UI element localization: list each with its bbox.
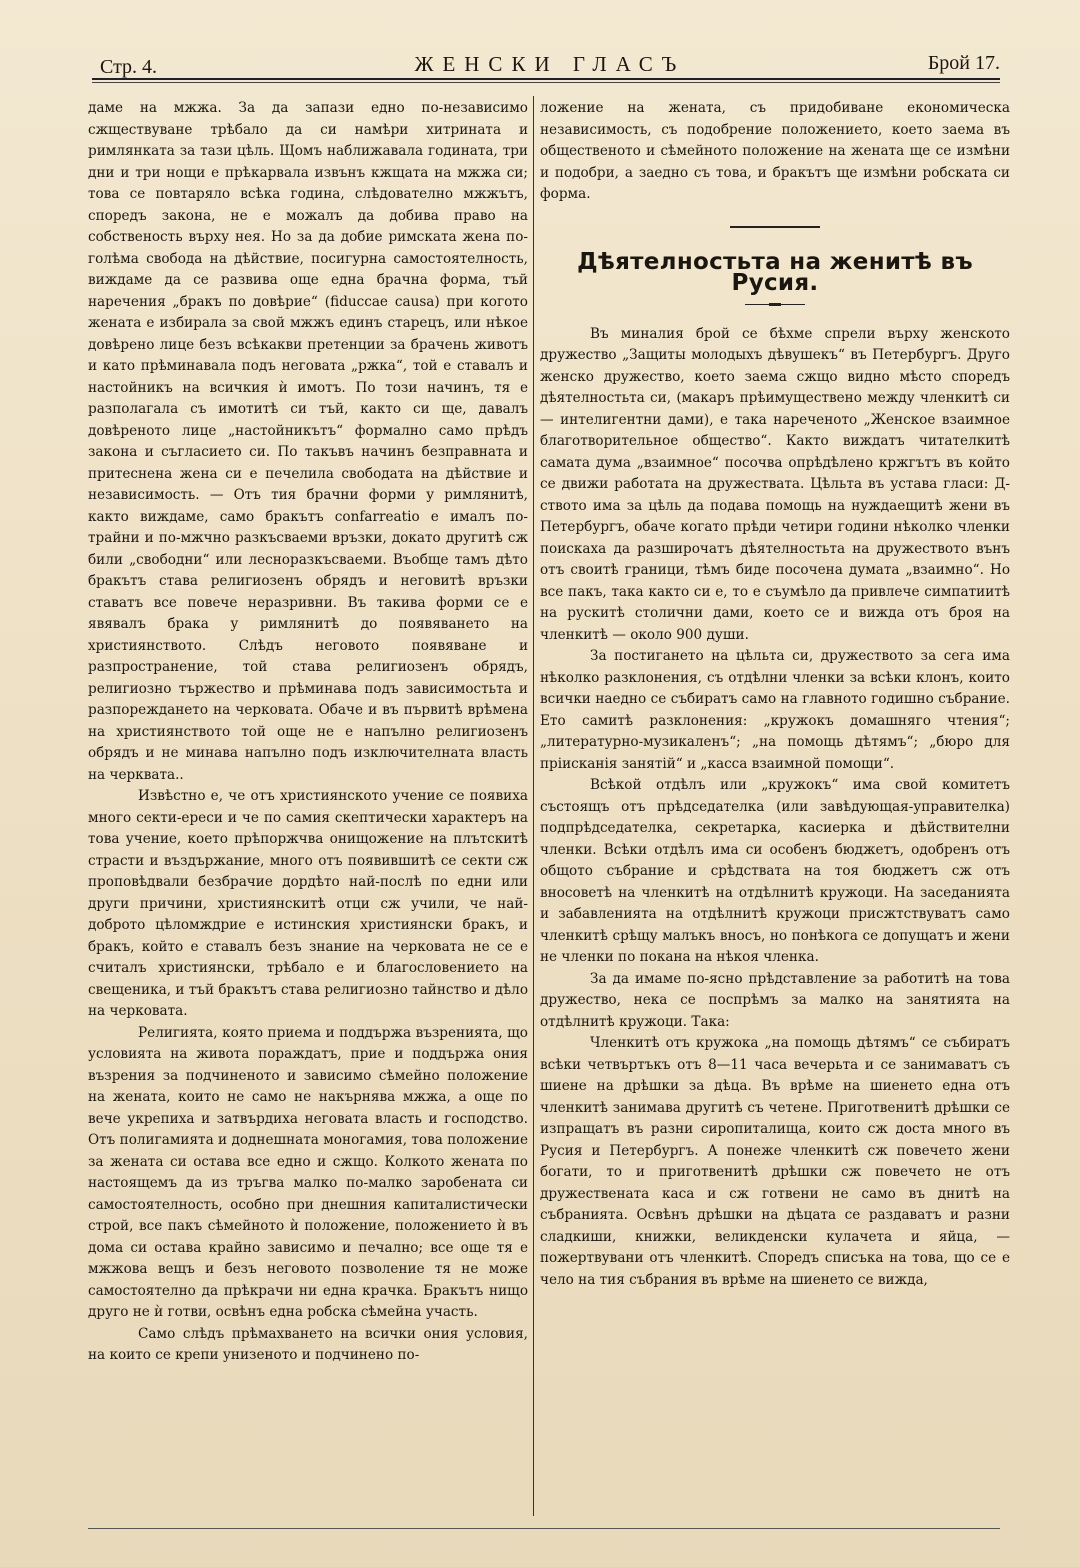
article-title: Дѣятелностьта на женитѣ въ Русия. [577,248,973,296]
page-header [100,52,1000,80]
header-rule [92,78,1000,80]
right-intro-paragraph: ложение на жената, съ придобиване економическа независимость, съ подобрение положението, което заема въ общественото и сѣмейното положение на жената ще се измѣни и подобри, а заедно съ това, и бракътъ ще измѣни робската си форма. [540,100,1010,202]
bottom-rule [88,1528,1000,1529]
right-column [540,98,1010,1291]
column-divider [533,96,534,1516]
page-number: Стр. 4. [100,56,158,78]
left-paragraph-2: Извѣстно е, че отъ християнското учение се появиха много секти-ереси и че по самия скептически характеръ на това учение, което прѣпоржчва онищожение на плътскитѣ страсти и въздържание, много отъ появившитѣ се секти сж проповѣдвали безбрачие дордѣто най-послѣ по едни или други причини, християнскитѣ отци сж учили, че най-доброто цѣломждрие е истинския християнски бракъ, и бракъ, който е ставалъ безъ знание на черковата не се е считалъ християнски, трѣбало е и благословението на свещеника, и тъй бракътъ става религиозно тайнство и дѣло на черковата. [88,788,528,1019]
right-paragraph-5: Членкитѣ отъ кружока „на помощь дѣтямъ“ се събиратъ всѣки четвъртъкъ отъ 8—11 часа вечерьта и се занимаватъ съ шиене на дрѣшки за дѣца. Въ врѣме на шиенето една отъ членкитѣ занимава другитѣ съ четене. Приготвенитѣ дрѣшки се изпращатъ въ разни сиропиталища, които сж доста много въ Русия и Петербургъ. А понеже членкитѣ сж повечето жени богати, то и приготвенитѣ дрѣшки сж повечето не отъ дружествената каса и сж готвени не само въ днитѣ на събранията. Освѣнъ дрѣшки на дѣцата се раздаватъ и разни сладкиши, книжки, великденски кулачета и яйца, — пожертвувани отъ членкитѣ. Споредъ списъка на това, що се е чело на тия събрания въ врѣме на шиенето се вижда, [540,1035,1010,1288]
masthead-title: ЖЕНСКИ ГЛАСЪ [414,52,686,76]
title-ornament [745,303,805,306]
left-paragraph-3: Религията, която приема и поддържа възренията, що условията на живота пораждатъ, прие и поддържа ония възрения за подчиненото и зависимо сѣмейно положение на жената, които не само не накърнява мжжа, а още по вече укрепиха и затвърдиха неговата власть и господство. Отъ полигамията и доднешната моногамия, това положение за жената си остава все едно и сжщо. Колкото жената по настоящемъ да из тръгва малко по-малко заробената си самостоятелность, особно при днешния капиталистически строй, все пакъ сѣмейното ѝ положение, положението ѝ въ дома си остава крайно зависимо и печално; все още тя е мжжова вещъ и безъ неговото позволение тя не може самостоятелно да прѣкрачи ни една крачка. Бракътъ нищо друго не ѝ готви, освѣнъ една робска сѣмейна участь. [88,1024,528,1320]
right-paragraph-1: Въ миналия брой се бѣхме спрели върху женското дружество „Защиты молодыхъ дѣвушекъ“ въ Петербургъ. Друго женско дружество, което заема сжщо видно мѣсто споредъ дѣятелностьта си, (макаръ прѣимуществено между членкитѣ си — интелигентни дами), е така нареченото „Женское взаимное благотворительное общество“. Както виждатъ читателкитѣ самата дума „взаимное“ посочва опрѣдѣлено кржгътъ въ който се движи работата на дружествата. Цѣльта въ устава гласи: Д-ството има за цѣль да подава помощь на нуждаещитѣ жени въ Петербургъ, обаче когато прѣди четири години нѣколко членки поискаха да разширочатъ дѣятелностьта на дружеството вънъ отъ своитѣ граници, тѣмъ биде посочена думата „взаимно“. Но все пакъ, така както си е, то е съумѣло да привлече симпатиитѣ на рускитѣ столични дами, което се и вижда отъ броя на членкитѣ — около 900 души. [540,325,1010,643]
right-paragraph-3: Всѣкой отдѣлъ или „кружокъ“ има свой комитетъ състоящъ отъ прѣдседателка (или завѣдующая-управителка) подпрѣдседателка, секретарка, касиерка и дѣйствителни членки. Всѣки отдѣлъ има си особенъ бюджетъ, одобренъ отъ общото събрание и срѣдствата на тоя бюджетъ сж отъ вносоветѣ на членкитѣ на отдѣлнитѣ кружоци. На заседанията и забавленията на отдѣлнитѣ кружоци присжтствуватъ само членкитѣ срѣщу малъкъ вносъ, но понѣкога се допущатъ и жени не членки по покана на нѣкоя членка. [540,777,1010,965]
header-rule-thin [92,82,1000,83]
left-paragraph-1: даме на мжжа. За да запази едно по-независимо сжществуване трѣбало да си намѣри хитрината и римлянката за тази цѣль. Щомъ наближавала годината, три дни и три нощи е прѣкарвала извънъ кжщата на мжжа си; това се повтаряло всѣка година, слѣдователно мжжътъ, споредъ закона, не е можалъ да добива право на собственость върху нея. Но за да добие римската жена по-голѣма свобода на дѣйствие, посигурна самостоятелность, виждаме да се развива още една брачна форма, тъй наречения „бракъ по довѣрие“ (fiduccae causa) при когото жената е избирала за свой мжжъ единъ старецъ, или нѣкое довѣрено лице безъ всѣкакви претенции за брачень животъ и като прѣминавала подъ неговата „ржка“, той е ставалъ и настойникъ на всичкия ѝ имотъ. По този начинъ, тя е разполагала съ имотитѣ си тъй, както си ще, давалъ довѣреното лице „настойникътъ“ формално само прѣдъ закона и съгласието си. По такъвъ начинъ безправната и притеснена жена си е печелила свободата на дѣйствие и независимость. — Отъ тия брачни форми у римлянитѣ, както виждаме, само бракътъ confarreatio е ималъ по-трайни и по-мжчно разкъсваеми връзки, докато другитѣ сж били „свободни“ или лесноразкъсваеми. Въобще тамъ дѣто бракътъ става религиозенъ обрядъ и неговитѣ връзки ставатъ все повече неразривни. Въ такива форми се е явявалъ брака у римлянитѣ до появяването на християнството. Слѣдъ неговото появяване и разпространение, той става религиозенъ обрядъ, религиозно тържество и прѣминава подъ зависимостьта и разпореждането на черковата. Обаче и въ първитѣ врѣмена на християнството той още не е напълно религиозенъ обрядъ и не минава напълно подъ изключителната власть на черквата.. [88,100,528,783]
left-column [88,98,528,1367]
issue-number: Брой 17. [927,52,1000,74]
section-separator [730,226,820,228]
right-paragraph-2: За постигането на цѣльта си, дружеството за сега има нѣколко разклонения, съ отдѣлни членки за всѣки клонъ, които всички наедно се събиратъ само на главното годишно събрание. Ето самитѣ разклонения: „кружокъ домашняго чтения“; „литературно-музикаленъ“; „на помощь дѣтямъ“; „бюро для прiисканiя занятiй“ и „касса взаимной помощи“. [540,648,1010,772]
left-paragraph-4: Само слѣдъ прѣмахването на всички ония условия, на които се крепи унизеното и подчинено по- [88,1325,528,1363]
right-paragraph-4: За да имаме по-ясно прѣдставление за работитѣ на това дружество, нека се поспрѣмъ за малко на занятията на отдѣлнитѣ кружоци. Така: [540,970,1010,1030]
